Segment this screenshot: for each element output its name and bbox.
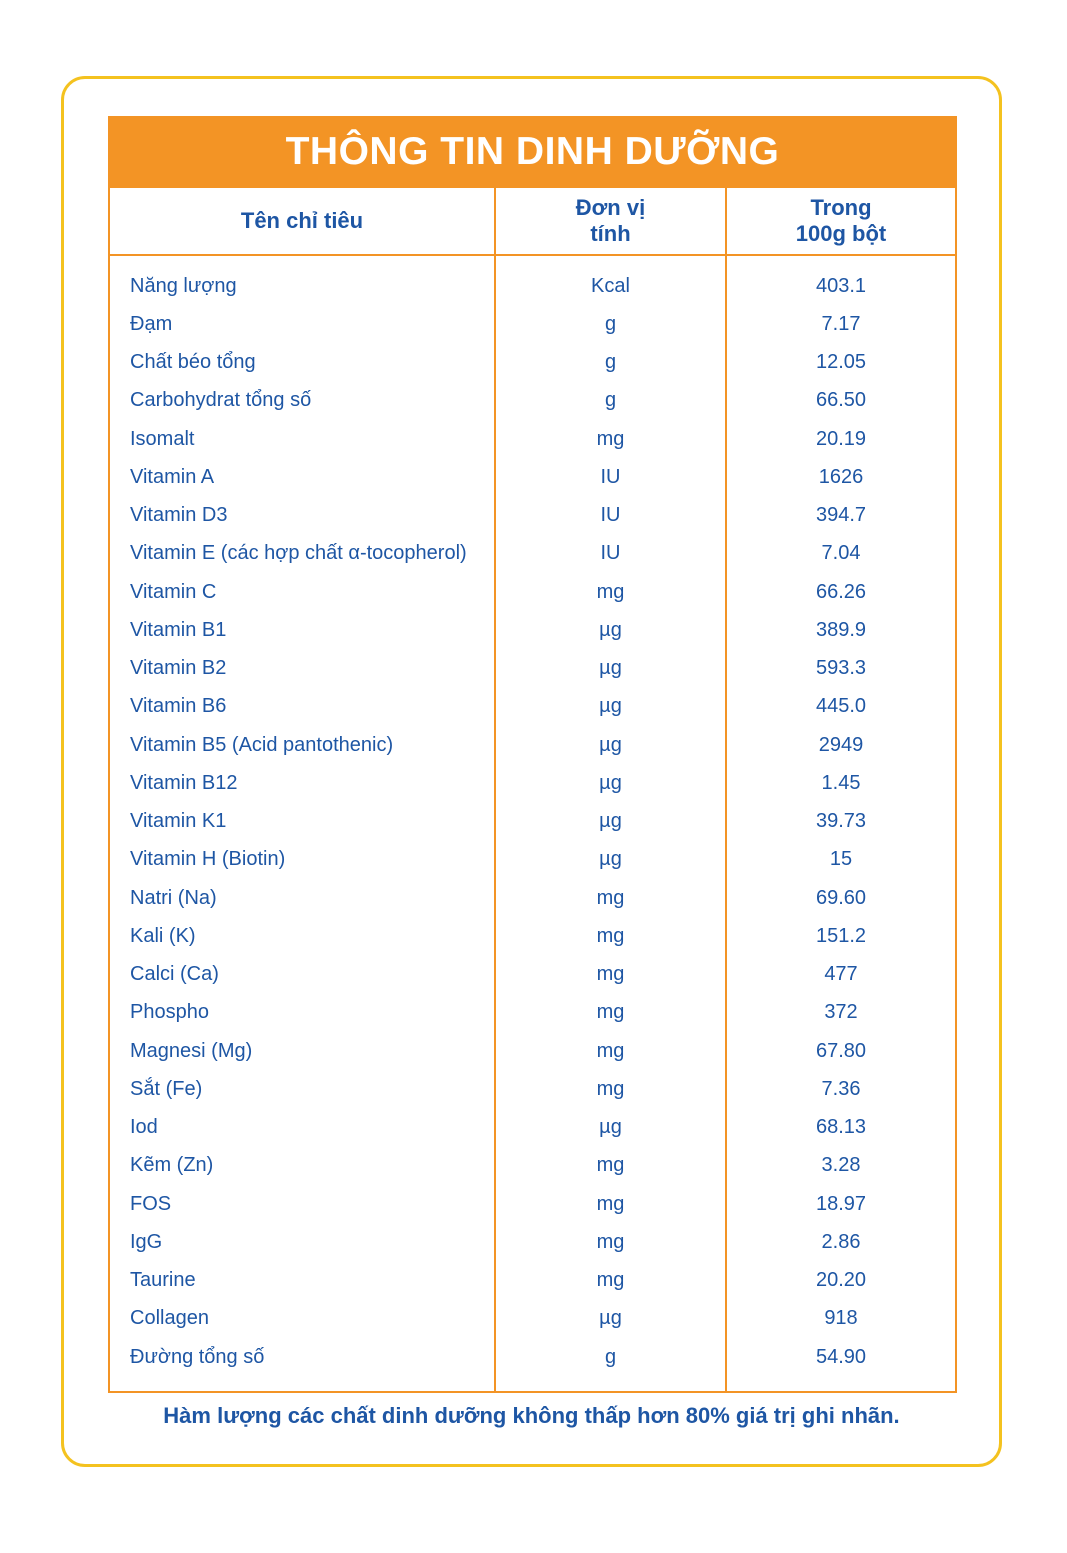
nutrient-name: Isomalt [130,427,195,450]
table-grid [108,188,957,1393]
nutrient-value: 7.17 [821,312,861,335]
nutrient-name: Vitamin A [130,465,215,488]
nutrient-name: Kẽm (Zn) [130,1154,214,1177]
nutrient-name: IgG [130,1230,163,1253]
header-unit-line2: tính [590,221,631,246]
nutrient-unit: mg [596,1230,625,1253]
nutrient-value: 66.26 [815,580,867,603]
header-value [727,188,955,256]
nutrient-value: 477 [824,963,858,986]
nutrient-unit: mg [596,1001,625,1024]
unit-column [496,256,727,1391]
nutrient-value: 66.50 [815,389,867,412]
nutrient-value: 67.80 [815,1039,867,1062]
nutrient-name: Phospho [130,1001,209,1024]
nutrient-unit: IU [600,465,621,488]
header-value-line1: Trong [810,195,872,220]
nutrient-unit: g [604,351,617,374]
header-name: Tên chỉ tiêu [110,188,496,256]
nutrient-value: 15 [829,848,853,871]
nutrient-unit: mg [596,963,625,986]
header-unit-line1: Đơn vị [575,195,646,220]
nutrient-name: Vitamin B5 (Acid pantothenic) [130,733,394,756]
nutrient-unit: µg [599,771,622,794]
nutrient-unit: µg [599,695,622,718]
nutrient-name: Vitamin B2 [130,657,227,680]
nutrient-value: 20.19 [815,427,867,450]
nutrient-unit: µg [599,618,622,641]
nutrient-name: Kali (K) [130,924,196,947]
nutrient-unit: mg [596,924,625,947]
nutrient-name: Natri (Na) [130,886,217,909]
nutrient-name: Vitamin B12 [130,771,238,794]
nutrient-value: 20.20 [815,1269,867,1292]
nutrient-name: Vitamin H (Biotin) [130,848,286,871]
nutrient-unit: µg [599,810,622,833]
nutrient-unit: mg [596,886,625,909]
nutrient-name: Calci (Ca) [130,963,219,986]
nutrient-value: 18.97 [815,1192,867,1215]
nutrient-name: Vitamin B6 [130,695,227,718]
nutrient-value: 12.05 [815,351,867,374]
nutrient-name: Sắt (Fe) [130,1077,203,1100]
nutrient-value: 3.28 [821,1154,861,1177]
nutrient-unit: µg [599,733,622,756]
nutrient-value: 7.36 [821,1077,861,1100]
nutrient-unit: mg [596,1039,625,1062]
nutrient-unit: g [604,389,617,412]
nutrient-name: Vitamin D3 [130,504,228,527]
nutrient-name: Vitamin E (các hợp chất α-tocopherol) [130,542,467,565]
nutrient-value: 2949 [818,733,864,756]
nutrient-name: Chất béo tổng [130,351,256,374]
nutrient-value: 918 [824,1307,858,1330]
nutrient-unit: mg [596,1154,625,1177]
nutrient-unit: IU [600,504,621,527]
header-unit [496,188,727,256]
nutrient-unit: mg [596,580,625,603]
nutrient-unit: µg [599,1307,622,1330]
nutrient-value: 151.2 [815,924,867,947]
nutrient-name: FOS [130,1192,172,1215]
nutrient-value: 403.1 [815,274,867,297]
nutrient-unit: IU [600,542,621,565]
nutrient-name: Iod [130,1116,158,1139]
nutrient-value: 389.9 [815,618,867,641]
nutrient-name: Magnesi (Mg) [130,1039,253,1062]
value-column [727,256,955,1391]
nutrient-unit: mg [596,1269,625,1292]
nutrient-unit: µg [599,1116,622,1139]
nutrient-value: 445.0 [815,695,867,718]
nutrient-unit: Kcal [591,274,630,297]
nutrient-value: 593.3 [815,657,867,680]
nutrient-unit: mg [596,427,625,450]
nutrient-name: Vitamin K1 [130,810,227,833]
nutrient-unit: mg [596,1077,625,1100]
nutrient-unit: µg [599,848,622,871]
nutrient-name: Vitamin C [130,580,217,603]
nutrient-unit: µg [599,657,622,680]
nutrient-name: Taurine [130,1269,196,1292]
nutrient-name: Carbohydrat tổng số [130,389,312,412]
nutrient-value: 54.90 [815,1345,867,1368]
nutrient-value: 39.73 [815,810,867,833]
nutrient-name: Đạm [130,312,173,335]
nutrient-unit: g [604,312,617,335]
nutrient-value: 1.45 [821,771,861,794]
nutrient-name: Vitamin B1 [130,618,227,641]
nutrient-name: Đường tổng số [130,1345,265,1368]
nutrient-value: 372 [824,1001,858,1024]
nutrient-name: Collagen [130,1307,209,1330]
footnote: Hàm lượng các chất dinh dưỡng không thấp hơn 80% giá trị ghi nhãn. [163,1403,900,1428]
table-title: THÔNG TIN DINH DƯỠNG [108,116,957,188]
nutrition-table [108,116,957,1393]
nutrient-unit: mg [596,1192,625,1215]
header-value-line2: 100g bột [795,221,887,246]
nutrient-unit: g [604,1345,617,1368]
nutrient-value: 7.04 [821,542,861,565]
nutrient-value: 2.86 [821,1230,861,1253]
nutrient-name: Năng lượng [130,274,237,297]
nutrient-value: 69.60 [815,886,867,909]
nutrient-value: 394.7 [815,504,867,527]
name-column [110,256,496,1391]
nutrient-value: 1626 [818,465,864,488]
nutrient-value: 68.13 [815,1116,867,1139]
